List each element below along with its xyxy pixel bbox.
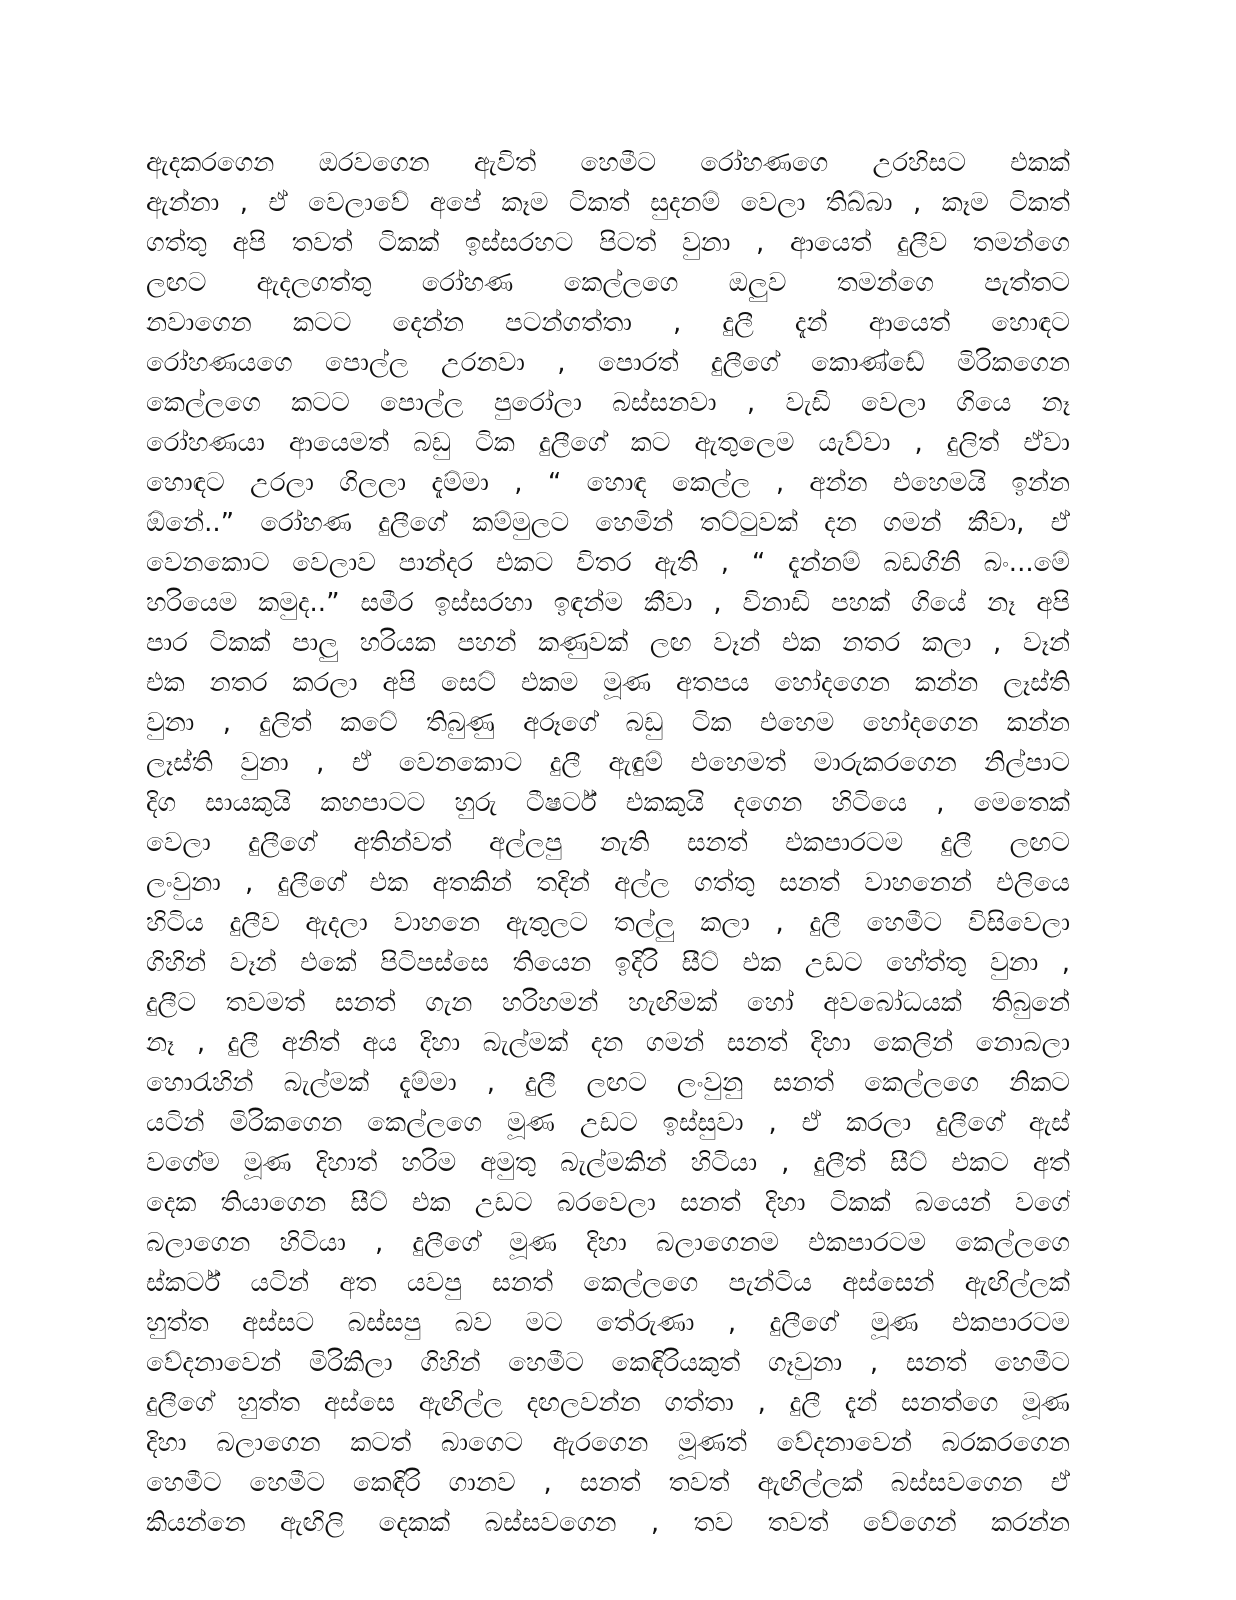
text-line: දුලීට තවමත් සනත් ගැන හරිහමන් හැඟිමක් හෝ අවබෝධයක් තිබුනේ <box>146 988 1070 1018</box>
text-line: ගිහින් වෑන් එකේ පිටිපස්සෙ තියෙන ඉදිරි සීට් එක උඩට හේත්තු වුනා , <box>146 948 1070 978</box>
text-line: වෙලා දුලීගේ අතින්වත් අල්ලපු නැති සනත් එකපාරටම දුලී ලඟට <box>146 828 1070 858</box>
text-line: දෙක තියාගෙන සීට් එක උඩට බරවෙලා සනත් දිහා ටිකක් බයෙන් වගේ <box>146 1188 1070 1218</box>
text-line: දිහා බලාගෙන කටත් බාගෙට ඇරගෙන මූණත් වේදනාවෙන් බරකරගෙන <box>146 1428 1070 1458</box>
text-line: හොඳට උරලා ගිලලා දැම්මා , “ හොඳ කෙල්ල , අන්න එහෙමයි ඉන්න <box>146 468 1070 498</box>
text-line: ඕනේ..” රෝහණ දුලීගේ කම්මුලට හෙමින් තට්ටුවක් දන ගමන් කීවා, ඒ <box>146 508 1070 538</box>
text-line: නවාගෙන කටට දෙන්න පටන්ගත්තා , දුලී දැන් ආයෙත් හොඳට <box>146 308 1070 338</box>
text-line: නෑ , දුලී අනිත් අය දිහා බැල්මක් දන ගමන් සනත් දිහා කෙලින් නොබලා <box>146 1028 1070 1058</box>
text-line: ලෑස්ති වුනා , ඒ වෙනකොට දුලී ඇඳුම් එහෙමත් මාරුකරගෙන නිල්පාට <box>146 748 1070 778</box>
text-line: කෙල්ලගෙ කටට පොල්ල පුරෝලා බස්සනවා , වැඩි වෙලා ගියෙ නෑ <box>146 388 1070 418</box>
text-line: වගේම මූණ දිහාත් හරිම අමුතු බැල්මකින් හිටියා , දුලීත් සීට් එකට අත් <box>146 1148 1070 1178</box>
text-line: ලඟට ඇදලගත්තු රෝහණ කෙල්ලගෙ ඔලුව තමන්ගෙ පැත්තට <box>146 268 1070 298</box>
text-line: ඇන්නා , ඒ වෙලාවේ අපේ කෑම ටිකත් සුදනම් වෙලා තිබ්බා , කෑම ටිකත් <box>146 188 1070 218</box>
text-line: කියන්නෙ ඇඟිලි දෙකක් බස්සවගෙන , තව තවත් වේගෙන් කරන්න <box>146 1508 1070 1538</box>
text-line: වුනා , දුලිත් කටේ තිබුණු අරූගේ බඩු ටික එහෙම හෝදගෙන කන්න <box>146 708 1070 738</box>
text-line: ස්කර්ට් යටින් අත යවපු සනත් කෙල්ලගෙ පැන්ටිය අස්සෙන් ඇඟිල්ලක් <box>146 1268 1070 1298</box>
text-line: පාර ටිකක් පාලු හරියක පහන් කණුවක් ලඟ වෑන් එක නතර කලා , වෑන් <box>146 628 1070 658</box>
text-line: හරියෙම කමුද..” සමීර ඉස්සරහා ඉඳන්ම කීවා , විනාඩි පහක් ගියේ නෑ අපි <box>146 588 1070 618</box>
text-line: වේදනාවෙන් මිරිකිලා ගිහින් හෙමීට කෙඳිරියකුත් ගෑවුනා , සනත් හෙමීට <box>146 1348 1070 1378</box>
text-line: දුලීගේ හුත්ත අස්සෙ ඇඟිල්ල දඟලවන්න ගත්තා , දුලී දැන් සනත්ගෙ මූණ <box>146 1388 1070 1418</box>
text-line: රෝහණයා ආයෙමත් බඩු ටික දුලීගේ කට ඇතුලෙම යැව්වා , දුලිත් ඒවා <box>146 428 1070 458</box>
text-line: රෝහණයගෙ පොල්ල උරනවා , පොරත් දුලීගේ කොණ්ඩේ මිරිකගෙන <box>146 348 1070 378</box>
text-line: යටින් මිරිකගෙන කෙල්ලගෙ මූණ උඩට ඉස්සුවා , ඒ කරලා දුලීගේ ඇස් <box>146 1108 1070 1138</box>
text-line: බලාගෙන හිටියා , දුලීගේ මූණ දිහා බලාගෙනම එකපාරටම කෙල්ලගෙ <box>146 1228 1070 1258</box>
text-line: ලංවුනා , දුලීගේ එක අතකින් තදින් අල්ල ගත්තු සනත් වාහනෙන් එලියෙ <box>146 868 1070 898</box>
text-line: දිග සායකුයි කහපාටට හුරු ටීෂර්ට් එකකුයි දගෙන හිටියෙ , මෙතෙක් <box>146 788 1070 818</box>
text-line: හොරැහින් බැල්මක් දැම්මා , දුලී ලඟට ලංවුනු සනත් කෙල්ලගෙ නිකට <box>146 1068 1070 1098</box>
text-line: එක නතර කරලා අපි සෙට් එකම මූණ අතපය හෝදගෙන කන්න ලෑස්ති <box>146 668 1070 698</box>
text-line: හෙමීට හෙමීට කෙඳිරි ගානව , සනත් තවත් ඇඟිල්ලක් බස්සවගෙන ඒ <box>146 1468 1070 1498</box>
text-line: ඇදකරගෙන ඔරවගෙන ඇවිත් හෙමීට රෝහණගෙ උරහිසට එකක් <box>146 148 1070 178</box>
text-line: හුත්ත අස්සට බස්සපු බව මට තේරුණා , දුලීගේ මූණ එකපාරටම <box>146 1308 1070 1338</box>
text-line: හිටිය දුලීව ඇදලා වාහනෙ ඇතුලට තල්ලු කලා , දුලී හෙමීට විසිවෙලා <box>146 908 1070 938</box>
text-line: ගත්තු අපි තවත් ටිකක් ඉස්සරහට පිටත් වුනා , ආයෙත් දුලීව තමන්ගෙ <box>146 228 1070 258</box>
text-line: වෙනකොට වෙලාව පාන්දර එකට විතර ඇති , “ දැන්නම් බඩගිනි බං...මේ <box>146 548 1070 578</box>
body-text <box>146 143 1070 1543</box>
